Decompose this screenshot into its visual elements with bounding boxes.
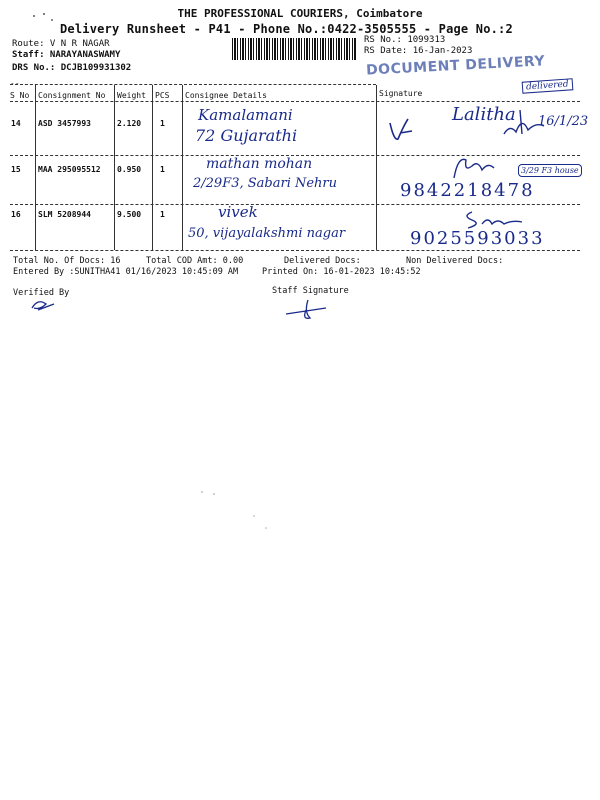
row-pcs: 1 — [160, 119, 165, 128]
consignee-address: 50, vijayalakshmi nagar — [188, 226, 346, 241]
consignee-name: vivek — [218, 203, 258, 221]
column-divider — [376, 85, 377, 250]
table-top-marker: -- — [10, 79, 20, 88]
row-consignment: MAA 295095512 — [38, 165, 101, 174]
signature-scribble-icon — [500, 104, 560, 140]
staff-signature-label: Staff Signature — [272, 286, 349, 296]
route-label: Route: V N R NAGAR — [12, 39, 110, 49]
col-header-weight: Weight — [117, 91, 146, 100]
column-divider — [152, 85, 153, 250]
rs-date: RS Date: 16-Jan-2023 — [364, 46, 473, 56]
delivery-date: 16/1/23 — [538, 114, 589, 129]
consignee-address: 72 Gujarathi — [195, 126, 298, 145]
row-consignment: SLM 5208944 — [38, 210, 91, 219]
row-weight: 9.500 — [117, 210, 142, 219]
entered-by: Entered By :SUNITHA41 01/16/2023 10:45:09 AM — [13, 267, 239, 277]
staff-signature-icon — [282, 296, 332, 324]
row-pcs: 1 — [160, 210, 165, 219]
row-sno: 14 — [11, 119, 21, 128]
non-delivered-docs: Non Delivered Docs: — [406, 256, 504, 266]
signature-mark-icon — [386, 115, 426, 145]
total-cod-amount: Total COD Amt: 0.00 — [146, 256, 244, 266]
staff-label: Staff: NARAYANASWAMY — [12, 50, 121, 60]
phone-number-handwritten: 9842218478 — [400, 180, 535, 201]
row-weight: 2.120 — [117, 119, 142, 128]
rs-number: RS No.: 1099313 — [364, 35, 446, 45]
runsheet-title: Delivery Runsheet - P41 - Phone No.:0422-3505555 - Page No.:2 — [60, 22, 513, 36]
printed-on: Printed On: 16-01-2023 10:45:52 — [262, 267, 421, 277]
divider — [10, 204, 580, 205]
address-note: 3/29 F3 house — [518, 164, 582, 177]
column-divider — [114, 85, 115, 250]
verified-by-label: Verified By — [13, 288, 70, 298]
col-header-pcs: PCS — [155, 91, 170, 100]
total-docs: Total No. Of Docs: 16 — [13, 256, 121, 266]
divider — [10, 84, 376, 85]
consignee-name: Kamalamani — [198, 106, 293, 124]
phone-number-handwritten: 9025593033 — [410, 228, 545, 249]
consignee-name: mathan mohan — [206, 156, 313, 172]
column-divider — [182, 85, 183, 250]
divider — [10, 101, 580, 102]
drs-number: DRS No.: DCJB109931302 — [12, 63, 132, 73]
row-weight: 0.950 — [117, 165, 142, 174]
col-header-signature: Signature — [379, 89, 423, 98]
delivered-note: delivered — [522, 78, 573, 94]
verifier-signature-icon — [28, 296, 58, 314]
signature-handwritten: Lalitha — [452, 104, 516, 125]
document-delivery-stamp: DOCUMENT DELIVERY — [365, 53, 546, 79]
row-consignment: ASD 3457993 — [38, 119, 91, 128]
delivered-docs: Delivered Docs: — [284, 256, 361, 266]
signature-scribble-icon — [448, 150, 498, 184]
barcode-image — [232, 38, 356, 60]
col-header-consignee: Consignee Details — [185, 91, 267, 100]
divider — [10, 250, 580, 251]
company-title: THE PROFESSIONAL COURIERS, Coimbatore — [177, 7, 423, 20]
column-divider — [35, 85, 36, 250]
col-header-sno: S No — [10, 91, 30, 100]
consignee-address: 2/29F3, Sabari Nehru — [193, 176, 338, 191]
row-pcs: 1 — [160, 165, 165, 174]
row-sno: 16 — [11, 210, 21, 219]
col-header-consignment: Consignment No — [38, 91, 106, 100]
scan-speck-icon — [30, 10, 60, 26]
row-sno: 15 — [11, 165, 21, 174]
signature-scribble-icon — [458, 206, 528, 232]
scan-speck-icon — [196, 486, 276, 536]
